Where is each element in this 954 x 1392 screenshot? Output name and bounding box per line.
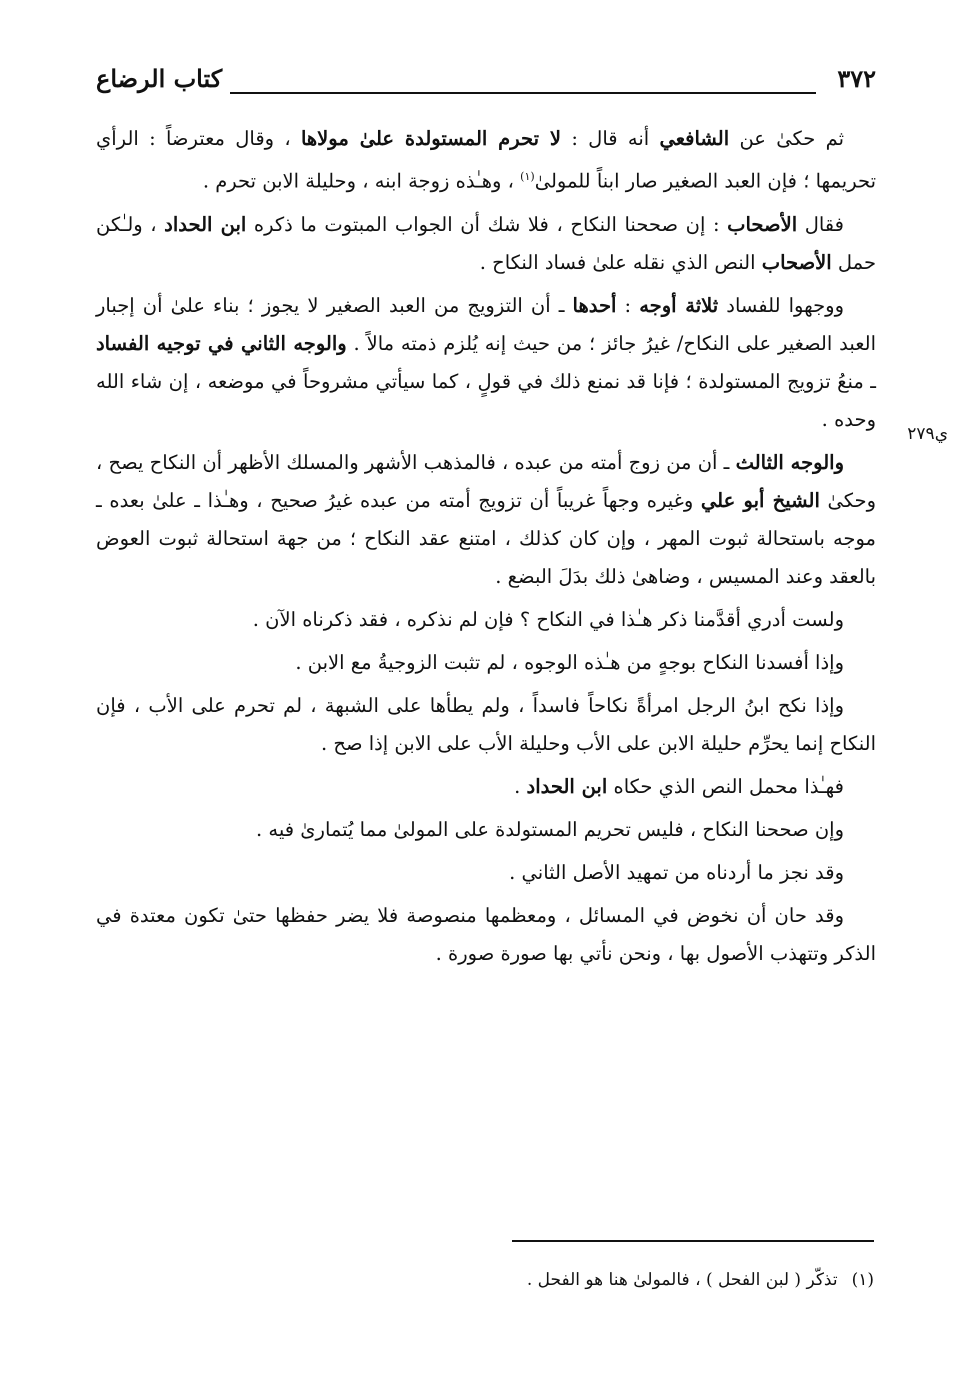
- paragraph: [96, 687, 876, 763]
- bold-term: الشافعي: [659, 127, 730, 150]
- paragraph: [96, 444, 876, 596]
- bold-term: ابن الحداد: [526, 774, 608, 798]
- bold-term: الشيخ أبو علي: [700, 488, 820, 512]
- footnote-rule: [512, 1240, 874, 1242]
- text-run: ، ولـٰكن حمل: [96, 212, 876, 274]
- bold-term: والوجه الثالث: [735, 450, 844, 474]
- paragraph: [96, 601, 876, 639]
- text-run: وإذا أفسدنا النكاح بوجهٍ من هـٰذه الوجوه ، لم تثبت الزوجيةُ مع الابن .: [295, 650, 844, 674]
- bold-term: أحدها: [572, 293, 617, 317]
- bold-term: الأصحاب: [727, 212, 798, 236]
- paragraph: [96, 644, 876, 682]
- footnote-marker: (١): [520, 170, 535, 183]
- body-text: [96, 120, 876, 978]
- text-run: وقد حان أن نخوض في المسائل ، ومعظمها منصوصة فلا يضر حفظها حتىٰ تكون معتدة في الذكر وتتهذب الأصول بها ، ونحن نأتي بها صورة صورة .: [96, 903, 876, 965]
- footnote-item: [94, 1266, 874, 1294]
- paragraph: [96, 854, 876, 892]
- paragraph: [96, 120, 876, 201]
- paragraph: [96, 768, 876, 806]
- chapter-title: كتاب الرضاع: [96, 64, 223, 93]
- text-run: ـ أن من زوج أمته من عبده ، فالمذهب الأشهر والمسلك الأظهر أن النكاح يصح ، وحكىٰ: [96, 450, 876, 512]
- bold-term: لا تحرم المستولدة علىٰ مولاها: [300, 127, 562, 150]
- bold-term: ثلاثة أوجه: [639, 293, 719, 317]
- paragraph: [96, 811, 876, 849]
- bold-term: الأصحاب: [761, 250, 832, 274]
- text-run: :: [616, 293, 640, 317]
- text-run: وغيره وجهاً غريباً أن تزويج أمته من عبده غيرُ صحيح ، وهـٰذا ـ علىٰ بعده ـ موجه باستحالة ثبوت المهر ، وإن كان كذلك ، امتنع عقد النكاح ؛ من جهة استحالة ثبوت العوض بالعقد وعند المسيس ، وضاهىٰ ذلك بدَلَ البضع .: [96, 488, 876, 588]
- bold-term: والوجه الثاني في توجيه الفساد: [96, 331, 347, 355]
- footnote-number: (١): [851, 1270, 874, 1290]
- page-number: ٣٧٢: [837, 64, 876, 93]
- page-header: [96, 62, 876, 102]
- text-run: النص الذي نقله علىٰ فساد النكاح .: [479, 250, 762, 274]
- footnotes: [94, 1266, 874, 1294]
- text-run: ، وهـٰذه زوجة ابنه ، وحليلة الابن تحرم .: [202, 169, 521, 193]
- header-rule: [230, 92, 816, 94]
- text-run: : إن صححنا النكاح ، فلا شك أن الجواب المبتوت ما ذكره: [246, 212, 728, 236]
- text-run: فهـٰذا محمل النص الذي حكاه: [607, 774, 844, 798]
- text-run: ولست أدري أقدَّمنا ذكر هـٰذا في النكاح ؟ فإن لم نذكره ، فقد ذكرناه الآن .: [252, 607, 844, 631]
- bold-term: ابن الحداد: [164, 212, 247, 236]
- text-run: ـ أن التزويج من العبد الصغير لا يجوز ؛ بناء علىٰ أن إجبار العبد الصغير على النكاح/ غيرُ جائز ؛ من حيث إنه يُلزم ذمته مالاً .: [96, 293, 876, 355]
- text-run: ووجهوا للفساد: [718, 293, 845, 317]
- margin-page-reference: ي٢٧٩: [907, 424, 948, 444]
- text-run: وإذا نكح ابنُ الرجل امرأةً نكاحاً فاسداً ، ولم يطأها على الشبهة ، لم تحرم على الأب ، فإن النكاح إنما يحرِّم حليلة الابن على الأب وحليلة الأب على الابن إذا صح .: [96, 693, 876, 755]
- text-run: ـ منعُ تزويج المستولدة ؛ فإنا قد نمنع ذلك في قولٍ ، كما سيأتي مشروحاً في موضعه ، إن شاء الله وحده .: [96, 369, 876, 431]
- text-run: وإن صححنا النكاح ، فليس تحريم المستولدة على المولىٰ مما يُتمارىٰ فيه .: [256, 817, 844, 841]
- text-run: ثم حكىٰ عن: [729, 127, 844, 150]
- text-run: أنه قال :: [561, 127, 660, 150]
- text-run: فقال: [797, 212, 844, 236]
- text-run: وقد نجز ما أردناه من تمهيد الأصل الثاني .: [509, 860, 844, 884]
- text-run: .: [514, 774, 527, 798]
- footnote-text: تذكّر ( لبن الفحل ) ، فالمولىٰ هنا هو الفحل .: [526, 1270, 838, 1290]
- paragraph: [96, 206, 876, 282]
- paragraph: [96, 897, 876, 973]
- paragraph: [96, 287, 876, 439]
- text-run: ، وقال معترضاً : الرأي تحريمها ؛ فإن العبد الصغير صار ابناً للمولىٰ: [96, 127, 876, 193]
